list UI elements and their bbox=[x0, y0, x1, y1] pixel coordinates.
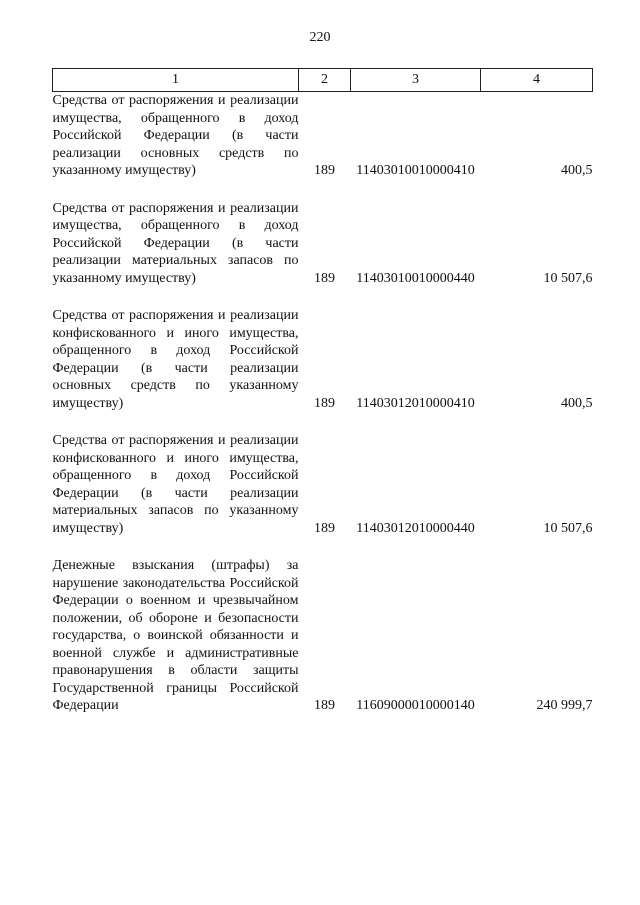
row-kbk: 11403010010000410 bbox=[356, 163, 475, 178]
row-spacer bbox=[53, 412, 593, 432]
row-kbk: 11609000010000140 bbox=[356, 698, 475, 713]
table-row bbox=[53, 307, 593, 412]
row-spacer bbox=[53, 180, 593, 200]
budget-table bbox=[52, 68, 593, 715]
row-admin-code: 189 bbox=[314, 395, 335, 411]
row-admin-code: 189 bbox=[314, 698, 335, 713]
column-header: 2 bbox=[299, 69, 351, 92]
row-description: Средства от распоряжения и реализации конфискованного и иного имущества, обращенного в доход Российской Федерации (в части реализации материальных запасов по указанному имуществу) bbox=[52, 433, 299, 536]
row-spacer bbox=[53, 287, 593, 307]
row-admin-code: 189 bbox=[314, 520, 335, 536]
row-kbk: 11403012010000410 bbox=[356, 395, 475, 411]
row-amount: 240 999,7 bbox=[536, 698, 593, 713]
row-description: Средства от распоряжения и реализации конфискованного и иного имущества, обращенного в доход Российской Федерации (в части реализации основных средств по указанному имуществу) bbox=[52, 308, 299, 411]
row-kbk: 11403012010000440 bbox=[356, 520, 475, 536]
page-number: 220 bbox=[309, 30, 331, 45]
row-description: Средства от распоряжения и реализации имущества, обращенного в доход Российской Федерации (в части реализации материальных запасов по указанному имуществу) bbox=[52, 200, 299, 286]
table-row bbox=[53, 557, 593, 715]
row-spacer bbox=[53, 537, 593, 557]
row-kbk: 11403010010000440 bbox=[356, 270, 475, 286]
table-header-row bbox=[53, 69, 593, 92]
column-header: 4 bbox=[481, 69, 593, 92]
column-header: 3 bbox=[351, 69, 481, 92]
row-description: Средства от распоряжения и реализации имущества, обращенного в доход Российской Федерации (в части реализации основных средств по указанному имуществу) bbox=[52, 93, 299, 178]
row-admin-code: 189 bbox=[314, 270, 335, 286]
row-amount: 400,5 bbox=[561, 163, 593, 178]
row-amount: 10 507,6 bbox=[543, 520, 593, 536]
row-description: Денежные взыскания (штрафы) за нарушение законодательства Российской Федерации о военном и чрезвычайном положении, об обороне и безопасности государства, о воинской обязанности и военной службе и административные правонарушения в области защиты Государственной границы Российской Федерации bbox=[52, 558, 299, 713]
table-row bbox=[53, 432, 593, 537]
column-header: 1 bbox=[53, 69, 299, 92]
row-admin-code: 189 bbox=[314, 163, 335, 178]
row-amount: 10 507,6 bbox=[543, 270, 593, 286]
row-amount: 400,5 bbox=[561, 395, 593, 411]
table-row bbox=[53, 200, 593, 288]
table-row bbox=[53, 92, 593, 180]
